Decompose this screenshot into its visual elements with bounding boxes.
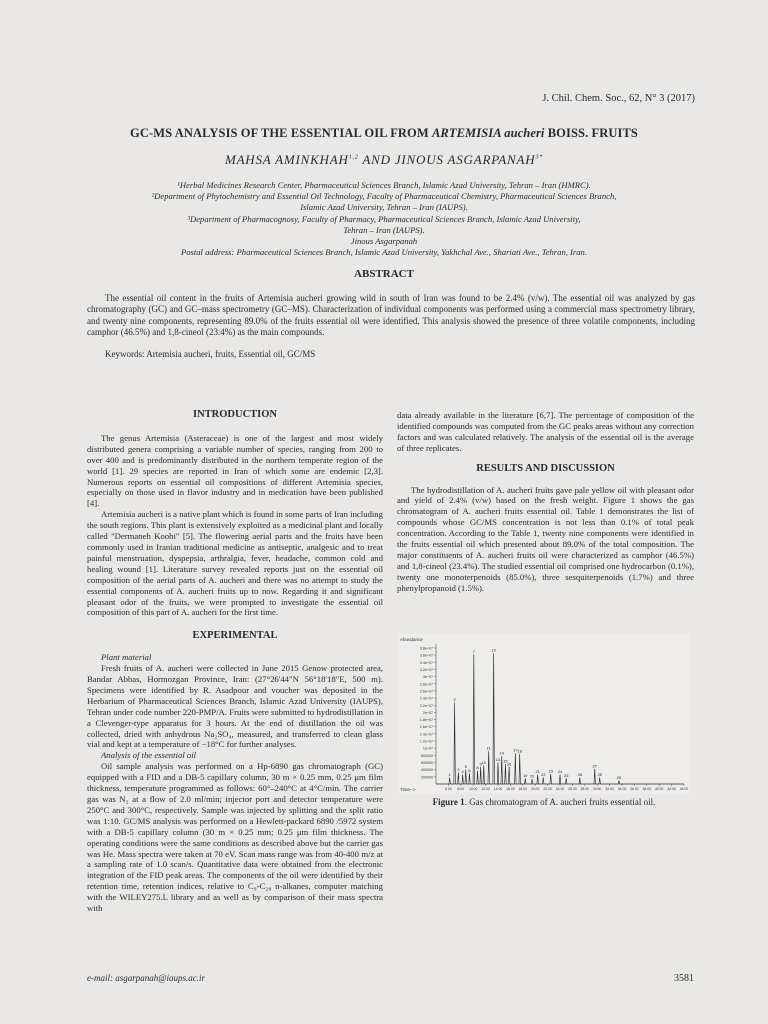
plant-material-subheading: Plant material	[101, 652, 152, 663]
peak-label: 23	[548, 768, 553, 774]
experimental-paragraph-2: Oil sample analysis was performed on a Hp-6890 gas chromatograph (GC) equipped with a FID and a DB-5 capillary column, 30 m × 0.25 mm, 0.25 μm film thickness, temperature programmed as follows: 60°–240°C at 4°C/min. The carrier gas was N₂ at a flow of 2.0 ml/min; injector port and detector temperature were 250°C and 300°C, respectively. Sample was injected by splitting and the split ratio was 1:10. GC/MS analysis was performed on a Hewlett-packard 6890 /5972 system with a DB-5 capillary column (30 m × 0.25 mm; 0.25 μm film thickness. The operating conditions were the same conditions as described above but the carrier gas was He. Mass spectra were taken at 70 eV. Scan mass range was from 40-400 m/z at a sampling rate of 1.0 scan/s. Quantitative data were obtained from the electronic integration of the FID peak areas. The components of the oil were identified by their retention time, retention indices, relative to C₉-C₂₈ n-alkanes, computer matching with the WILEY275.L library and as well as by comparison of their mass spectra with	[87, 761, 383, 914]
peak-label: 16	[506, 761, 512, 767]
y-tick-label: 3.4e+07	[419, 660, 433, 665]
peak-label: 9	[479, 761, 482, 767]
x-tick-label: 18.00	[518, 787, 528, 791]
keywords-list: : Artemisia aucheri, fruits, Essential oil, GC/MS	[142, 349, 316, 359]
peak-label: 18	[517, 748, 522, 754]
title-part1: GC-MS ANALYSIS OF THE ESSENTIAL OIL FROM	[130, 126, 432, 140]
figure-label: Figure 1	[432, 797, 465, 807]
abstract-text: The essential oil content in the fruits of Artemisia aucheri growing wild in south of Iran was found to be 2.4% (v/w). The essential oil was analyzed by gas chromatography (GC) and GC–mass spectrometry (GC–MS). Characterization of individual components was performed using a commercial mass spectrometry library, and twenty nine components, representing 89.0% of the fruits essential oil were identified. This analysis showed the presence of three volatile components, including camphor (46.5%) and 1,8-cineol (23.4%) as the main compounds.	[87, 293, 695, 338]
analysis-subheading: Analysis of the essential oil	[101, 750, 197, 761]
y-tick-label: 800000	[421, 753, 433, 758]
x-tick-label: 14.00	[493, 787, 503, 791]
x-tick-label: 10.00	[468, 787, 478, 791]
peak-label: 3	[457, 767, 460, 773]
y-tick-label: 600000	[421, 761, 433, 766]
peak-label: 29	[616, 774, 622, 780]
y-tick-label: 200000	[421, 775, 433, 780]
peak-label: 21	[535, 769, 540, 775]
x-tick-label: 34.00	[617, 787, 627, 791]
gas-chromatogram-chart	[398, 634, 690, 794]
author-2: JINOUS ASGARPANAH	[394, 152, 536, 167]
peak-label: 15	[503, 758, 508, 764]
x-tick-label: 30.00	[592, 787, 602, 791]
x-tick-label: 36.00	[630, 787, 639, 791]
y-tick-label: 3e+07	[422, 675, 433, 680]
peak-label: 14	[499, 750, 504, 756]
peak-label: 10	[481, 759, 486, 765]
x-tick-label: 40.00	[654, 787, 664, 791]
x-tick-label: 8.00	[457, 787, 465, 791]
y-tick-label: 1.4e+07	[419, 732, 433, 737]
x-tick-label: 16.00	[506, 787, 515, 791]
authors	[60, 152, 708, 168]
peak-label: 4	[461, 769, 464, 775]
x-tick-label: 6.00	[445, 787, 452, 791]
peak-label: 17	[513, 747, 518, 753]
x-tick-label: 26.00	[568, 787, 577, 791]
author-1-affil: 1,2	[348, 154, 359, 161]
peak-label: 2	[453, 696, 456, 702]
peak-label: 20	[529, 773, 535, 779]
y-tick-label: 1e+07	[422, 746, 433, 751]
affiliation-line: Islamic Azad University, Tehran – Iran (IAUPS).	[300, 202, 468, 213]
chart-xlabel: Time-->	[400, 787, 416, 792]
left-column	[87, 410, 383, 914]
results-paragraph-1: The hydrodistillation of A. aucheri fruits gave pale yellow oil with pleasant odor and yield of 2.4% (v/w) based on the fresh weight. Figure 1 shows the gas chromatogram of A. aucheri fruits essential oil. Table 1 demonstrates the list of compounds whose GC/MS concentration is not less than 0.1% of total peak concentration. According to the Table 1, twenty nine components were identified in the fruits essential oil which presented about 89.0% of the total composition. The major constituents of A. aucheri fruits oil were characterized as camphor (46.5%) and 1,8-cineol (23.4%). The studied essential oil comprised one hydrocarbon (0.1%), twenty one monoterpenoids (85.0%), three sesquiterpenoids (1.7%) and three phenylpropanoid (1.5%).	[397, 484, 694, 593]
x-tick-label: 22.00	[543, 787, 552, 791]
affiliations	[110, 180, 658, 258]
y-tick-label: 1.6e+07	[419, 725, 433, 730]
peak-label: 28	[597, 772, 602, 778]
y-tick-label: 2e+07	[422, 710, 433, 715]
affiliation-line: Tehran – Iran (IAUPS).	[343, 224, 425, 235]
experimental-paragraph-1: Fresh fruits of A. aucheri were collected in June 2015 Genow protected area, Bandar Abbas, Hormozgan Province, Iran: (27°26'44"N 56°18'18"E, 500 m). Specimens were identified by R. Asadpour and voucher was deposited in the Herbarium of Pharmaceutical Sciences Branch, Islamic Azad University (IAUPS), Tehran under code number 220-PMP/A. Fruits were submitted to hydrodistillation in a Clevenger-type apparatus for 3 hours. At the end of distillation the oil was collected, dried with anhydrous Na₂SO₄, measured, and transferred to clean glass vial and kept at a temperature of −18°C for further analyses.	[87, 663, 383, 750]
y-tick-label: 400000	[421, 768, 433, 773]
chart-ylabel: Abundance	[400, 637, 423, 642]
method-continuation: data already available in the literature [6,7]. The percentage of composition of the identified compounds was computed from the GC peaks areas without any correction factors and was calculated relatively. The analysis of the essential oil is the average of three replicates.	[397, 410, 694, 453]
peak-label: 13	[495, 757, 501, 763]
abstract-heading: ABSTRACT	[354, 268, 414, 280]
figure-caption-text: . Gas chromatogram of A. aucheri fruits essential oil.	[464, 797, 656, 807]
title-species: ARTEMISIA aucheri	[432, 126, 545, 140]
peak-label: 19	[523, 772, 528, 778]
y-tick-label: 1.2e+07	[419, 739, 433, 744]
x-tick-label: 32.00	[605, 787, 614, 791]
journal-citation: J. Chil. Chem. Soc., 62, N° 3 (2017)	[542, 93, 695, 104]
corresponding-email: e-mail: asgarpanah@iaups.ac.ir	[87, 973, 206, 983]
x-tick-label: 38.00	[642, 787, 652, 791]
peak-label: 27	[592, 763, 597, 769]
x-tick-label: 42.00	[667, 787, 676, 791]
keywords	[105, 349, 695, 359]
page-number: 3581	[674, 973, 694, 984]
x-tick-label: 12.00	[481, 787, 490, 791]
affiliation-line: ³Department of Pharmacognosy, Faculty of Pharmacy, Pharmaceutical Sciences Branch, Islamic Azad University,	[187, 213, 581, 224]
paper-title	[60, 126, 708, 141]
peak-label: 26	[577, 772, 583, 778]
x-tick-label: 20.00	[530, 787, 540, 791]
peak-label: 25	[563, 772, 569, 778]
affiliation-line: ¹Herbal Medicines Research Center, Pharmaceutical Sciences Branch, Islamic Azad University, Tehran – Iran (HMRC).	[177, 180, 591, 190]
peak-label: 24	[557, 769, 563, 775]
y-tick-label: 2.8e+07	[419, 682, 433, 687]
affiliation-line: Postal address: Pharmaceutical Sciences Branch, Islamic Azad University, Yakhchal Ave., Shariati Ave., Tehran, Iran.	[180, 247, 587, 258]
intro-paragraph-1: The genus Artemisia (Asteraceae) is one of the largest and most widely distributed genera comprising a variable number of species, ranging from 200 to over 400 and is predominantly distributed in the northern temperate region of the world [1]. 29 species are reported in Iran of which some are endemic [2,3]. Numerous reports on essential oil compositions of different Artemisia species, especially on those used in flavor industry and in medication have been published [4].	[87, 432, 383, 509]
peak-label: 22	[541, 772, 546, 778]
experimental-heading: EXPERIMENTAL	[192, 630, 278, 642]
y-tick-label: 3.6e+07	[419, 653, 433, 658]
y-tick-label: 1.8e+07	[419, 718, 433, 723]
peak-label: 8	[476, 764, 479, 770]
author-2-affil: 3*	[535, 154, 544, 161]
x-tick-label: 44.00	[679, 787, 689, 791]
y-tick-label: 2.2e+07	[419, 703, 433, 708]
keywords-label: Keywords	[105, 349, 142, 359]
x-tick-label: 28.00	[580, 787, 590, 791]
peak-label: 7	[472, 648, 475, 654]
peak-label: 1	[448, 772, 451, 778]
peak-label: 6	[468, 767, 471, 773]
right-column	[397, 410, 694, 594]
affiliation-line: ²Department of Phytochemistry and Essential Oil Technology, Faculty of Pharmaceutical Chemistry, Pharmaceutical Sciences Branch,	[151, 191, 617, 202]
x-tick-label: 24.00	[555, 787, 565, 791]
peak-label: 11	[486, 745, 491, 751]
title-part2: BOISS. FRUITS	[544, 126, 638, 140]
y-tick-label: 3.2e+07	[419, 667, 433, 672]
intro-heading: INTRODUCTION	[192, 409, 277, 420]
authors-and: AND	[358, 152, 395, 167]
figure-caption	[398, 797, 690, 807]
y-tick-label: 3.8e+07	[419, 646, 433, 651]
y-tick-label: 2.4e+07	[419, 696, 433, 701]
chart-background	[398, 634, 690, 794]
peak-label: 5	[464, 764, 467, 770]
author-1: MAHSA AMINKHAH	[224, 152, 349, 167]
intro-paragraph-2: Artemisia aucheri is a native plant which is found in some parts of Iran including the south regions. This plant is extensively exploited as a medicinal plant and locally called "Dermaneh Koohi" [5]. The flowering aerial parts and the fruits have been commonly used in Iranian traditional medicine as antiseptic, analgesic and to treat painful menstruation, dyspepsia, arthralgia, fever, headache, common cold and healing wound [1]. Literature survey revealed reports just on the essential oil composition of the aerial parts of A. aucheri and there was no attempt to study the essential components of A. aucheri fruits up to now. Regarding it and significant pleasant odor of the fruits, we were prompted to investigate the essential oil composition of this part of A. aucheri for the first time.	[87, 509, 383, 618]
affiliation-line: Jinous Asgarpanah	[350, 236, 418, 247]
results-heading: RESULTS AND DISCUSSION	[476, 462, 615, 474]
y-tick-label: 2.6e+07	[419, 689, 433, 694]
peak-label: 12	[491, 647, 496, 653]
